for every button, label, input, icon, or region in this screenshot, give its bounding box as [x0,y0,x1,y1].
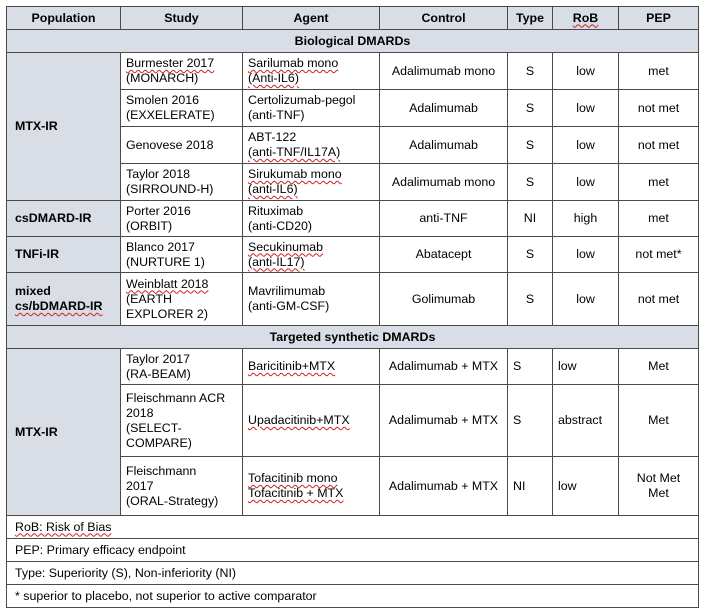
population-cell: csDMARD-IR [7,201,121,237]
agent-name: Certolizumab-pegol [248,93,356,107]
agent-cell [243,457,380,516]
agent-name: Tofacitinib + MTX [248,486,344,500]
pep-cell: met [619,164,699,201]
agent-target: (anti-CD20) [248,218,313,233]
agent-name: Mavrilimumab [248,284,326,298]
study-name: Blanco 2017 [126,239,195,254]
study-name: Fleischmann [126,463,197,478]
pep-cell: not met [619,273,699,326]
study-name: Taylor 2018 [126,167,191,181]
study-year: 2017 [126,478,154,493]
footnote-row [7,562,699,585]
study-name: Weinblatt 2018 [126,276,209,291]
table-row [7,53,699,90]
footnote-type: Type: Superiority (S), Non-inferiority (NI) [7,562,699,585]
agent-cell [243,164,380,201]
study-cell [121,127,243,164]
study-trial: (EARTH [126,291,172,306]
study-trial: (SIRROUND-H) [126,182,214,196]
type-cell: S [508,90,553,127]
agent-name: ABT-122 [248,130,297,144]
col-header-rob [553,7,619,30]
footnote-text: RoB: Risk of Bias [15,519,112,534]
header-row [7,7,699,30]
agent-cell [243,349,380,385]
rob-cell: high [553,201,619,237]
population-line: mixed [15,284,51,298]
col-header-rob-label: RoB [572,10,599,25]
study-cell [121,457,243,516]
agent-name: Tofacitinib mono [248,471,338,485]
control-cell: Adalimumab [380,127,508,164]
col-header-control: Control [380,7,508,30]
rob-cell: abstract [553,385,619,457]
pep-cell: not met* [619,237,699,273]
col-header-type: Type [508,7,553,30]
rob-cell: low [553,127,619,164]
agent-name: Rituximab [248,203,304,218]
agent-target: (anti-IL17) [248,254,305,269]
study-year: 2018 [126,405,154,420]
control-cell: Abatacept [380,237,508,273]
population-cell: TNFi-IR [7,237,121,273]
col-header-study: Study [121,7,243,30]
rob-cell: low [553,90,619,127]
agent-name: Sarilumab mono [248,56,339,70]
control-cell: Adalimumab + MTX [380,457,508,516]
study-cell [121,385,243,457]
study-cell [121,53,243,90]
pep-cell: Met [619,385,699,457]
pep-cell: not met [619,90,699,127]
agent-cell [243,201,380,237]
population-cell: MTX-IR [7,53,121,201]
study-name: Taylor 2017 [126,351,191,366]
agent-cell [243,53,380,90]
agent-target: (Anti-IL6) [248,71,299,85]
type-cell: NI [508,201,553,237]
study-cell [121,90,243,127]
study-name: Smolen 2016 [126,93,200,107]
study-name: Fleischmann ACR [126,390,226,405]
control-cell: Adalimumab mono [380,53,508,90]
type-cell: S [508,53,553,90]
rob-cell: low [553,164,619,201]
population-line: cs/bDMARD-IR [15,299,103,313]
type-cell: S [508,273,553,326]
study-trial: (MONARCH) [126,71,199,85]
control-cell: Adalimumab mono [380,164,508,201]
rob-cell: low [553,349,619,385]
study-name: Burmester 2017 [126,56,215,70]
control-cell: Adalimumab [380,90,508,127]
study-trial: (ORBIT) [126,218,173,233]
agent-target: (anti-GM-CSF) [248,299,330,313]
type-cell: S [508,237,553,273]
footnote-row [7,585,699,608]
study-trial: (ORAL-Strategy) [126,493,219,508]
study-trial: COMPARE) [126,435,192,450]
study-trial: EXPLORER 2) [126,306,208,321]
type-cell: S [508,349,553,385]
rob-cell: low [553,457,619,516]
control-cell: Golimumab [380,273,508,326]
pep-cell: met [619,53,699,90]
table-row [7,237,699,273]
section-row-targeted [7,326,699,349]
study-cell [121,349,243,385]
pep-value: Met [648,486,669,500]
population-cell [7,273,121,326]
footnote-star: * superior to placebo, not superior to active comparator [7,585,699,608]
study-cell [121,201,243,237]
rob-cell: low [553,53,619,90]
agent-cell [243,385,380,457]
pep-cell: Met [619,349,699,385]
agent-name: Baricitinib+MTX [248,359,336,373]
population-cell: MTX-IR [7,349,121,516]
type-cell: NI [508,457,553,516]
control-cell: Adalimumab + MTX [380,349,508,385]
footnote-pep: PEP: Primary efficacy endpoint [7,539,699,562]
study-trial: (RA-BEAM) [126,366,191,381]
agent-target: (anti-TNF) [248,108,305,122]
agent-cell [243,237,380,273]
study-cell [121,164,243,201]
agent-cell [243,90,380,127]
agent-target: (anti-IL6) [248,182,298,196]
type-cell: S [508,127,553,164]
type-cell: S [508,385,553,457]
pep-cell [619,457,699,516]
comparison-table [6,6,699,608]
rob-cell: low [553,273,619,326]
study-cell [121,273,243,326]
section-title-targeted: Targeted synthetic DMARDs [7,326,699,349]
study-name: Porter 2016 [126,203,191,218]
agent-target: (anti-TNF/IL17A) [248,145,341,159]
agent-name: Secukinumab [248,239,324,254]
section-row-biological [7,30,699,53]
study-trial: (SELECT- [126,420,182,435]
agent-name: Sirukumab mono [248,167,342,181]
table-row [7,273,699,326]
agent-cell [243,273,380,326]
rob-cell: low [553,237,619,273]
footnote-row [7,539,699,562]
type-cell: S [508,164,553,201]
agent-cell [243,127,380,164]
footnote-row [7,516,699,539]
pep-cell: not met [619,127,699,164]
footnote-rob [7,516,699,539]
table-row [7,201,699,237]
study-trial: (NURTURE 1) [126,254,205,269]
study-name: Genovese 2018 [126,137,214,152]
table-row [7,349,699,385]
col-header-agent: Agent [243,7,380,30]
agent-name: Upadacitinib+MTX [248,413,350,427]
control-cell: Adalimumab + MTX [380,385,508,457]
study-cell [121,237,243,273]
col-header-population: Population [7,7,121,30]
col-header-pep: PEP [619,7,699,30]
pep-value: Not Met [636,471,681,485]
section-title-biological: Biological DMARDs [7,30,699,53]
pep-cell: met [619,201,699,237]
study-trial: (EXXELERATE) [126,108,215,122]
control-cell: anti-TNF [380,201,508,237]
